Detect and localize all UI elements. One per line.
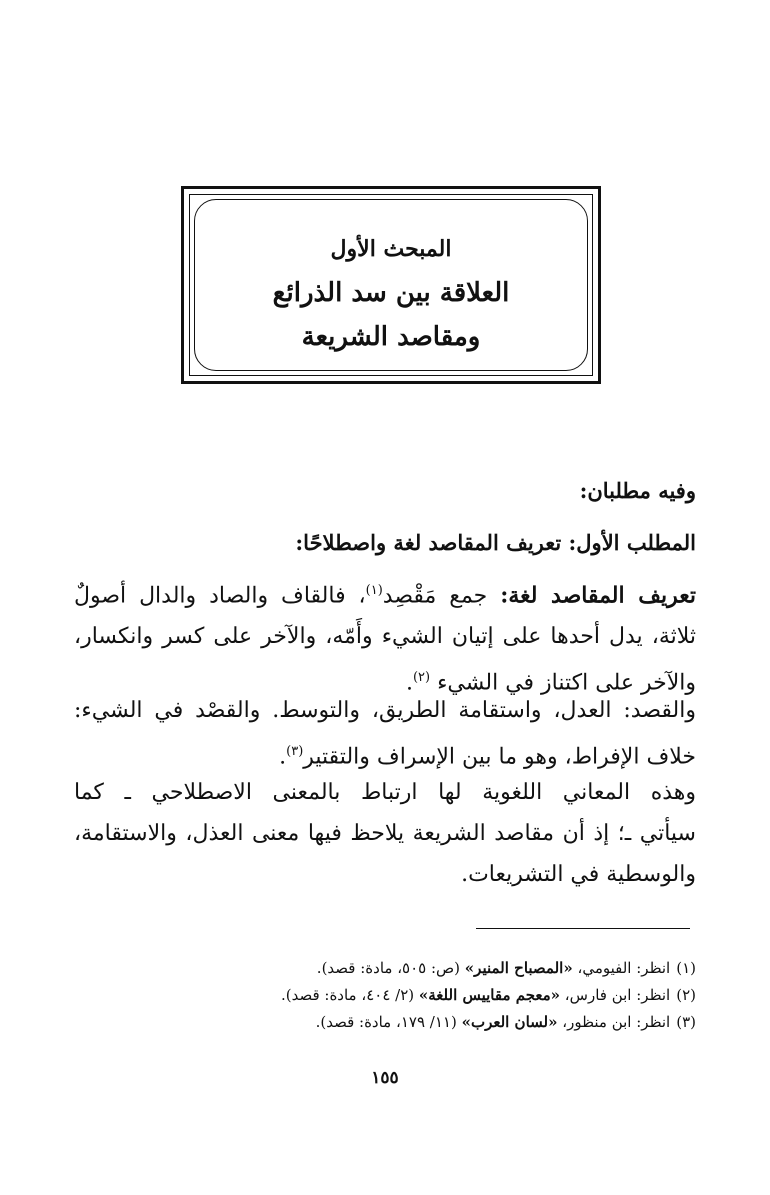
page-number: ١٥٥ (371, 1068, 399, 1088)
paragraph-2 (74, 690, 696, 777)
footnote-1 (96, 955, 696, 982)
paragraph-3-line-1: وهذه المعاني اللغوية لها ارتباط بالمعنى الاصطلاحي ـ كما (74, 780, 696, 805)
paragraph-1-line-1 (74, 570, 696, 616)
footnote-divider (476, 928, 690, 929)
text-run: . (279, 744, 287, 770)
footnote-number: (٣) (676, 1013, 696, 1031)
footnote-text: انظر: ابن فارس، (560, 986, 671, 1004)
text-run: . (405, 670, 413, 696)
footnote-source-title: «معجم مقاييس اللغة» (418, 986, 561, 1004)
footnote-ref-3[interactable]: (٣) (286, 744, 304, 759)
footnote-number: (٢) (676, 986, 696, 1004)
footnote-3 (96, 1009, 696, 1036)
footnote-text: (ص: ٥٠٥، مادة: قصد). (316, 959, 465, 977)
text-run: جمع مَقْصِد (382, 583, 501, 609)
text-run: ، فالقاف والصاد والدال أصولٌ (74, 583, 366, 609)
chapter-title-frame (181, 186, 601, 384)
paragraph-3-line-2: سيأتي ـ؛ إذ أن مقاصد الشريعة يلاحظ فيها معنى العذل، والاستقامة، (74, 821, 696, 846)
paragraph-2-line-2 (74, 731, 696, 777)
text-run: خلاف الإفراط، وهو ما بين الإسراف والتقتير (303, 744, 696, 770)
paragraph-1 (74, 570, 696, 704)
footnote-text: (١١/ ١٧٩، مادة: قصد). (315, 1013, 462, 1031)
intro-heading: وفيه مطلبان: (579, 478, 696, 503)
footnote-text: انظر: ابن منظور، (557, 1013, 671, 1031)
footnote-text: انظر: الفيومي، (572, 959, 671, 977)
chapter-title-line-3: ومقاصد الشريعة (301, 322, 481, 352)
paragraph-3 (74, 772, 696, 895)
chapter-title-line-2: العلاقة بين سد الذرائع (272, 278, 510, 308)
footnote-number: (١) (676, 959, 696, 977)
footnote-text: (٢/ ٤٠٤، مادة: قصد). (280, 986, 419, 1004)
text-run: والآخر على اكتناز في الشيء (430, 670, 696, 696)
footnotes (96, 955, 696, 1036)
chapter-title (184, 227, 598, 359)
chapter-title-line-1: المبحث الأول (330, 236, 452, 262)
section-heading: المطلب الأول: تعريف المقاصد لغة واصطلاحًا: (295, 530, 696, 555)
footnote-2 (96, 982, 696, 1009)
paragraph-1-line-2: ثلاثة، يدل أحدها على إتيان الشيء وأَمّه، والآخر على كسر وانكسار، (74, 624, 696, 650)
footnote-source-title: «لسان العرب» (461, 1013, 558, 1031)
paragraph-3-line-3: والوسطية في التشريعات. (461, 862, 696, 887)
definition-lead: تعريف المقاصد لغة: (500, 582, 696, 609)
paragraph-2-line-1: والقصد: العدل، واستقامة الطريق، والتوسط. والقصْد في الشيء: (74, 698, 696, 723)
footnote-ref-2[interactable]: (٢) (412, 670, 431, 686)
footnote-source-title: «المصباح المنير» (464, 959, 573, 977)
footnote-ref-1[interactable]: (١) (365, 583, 383, 598)
